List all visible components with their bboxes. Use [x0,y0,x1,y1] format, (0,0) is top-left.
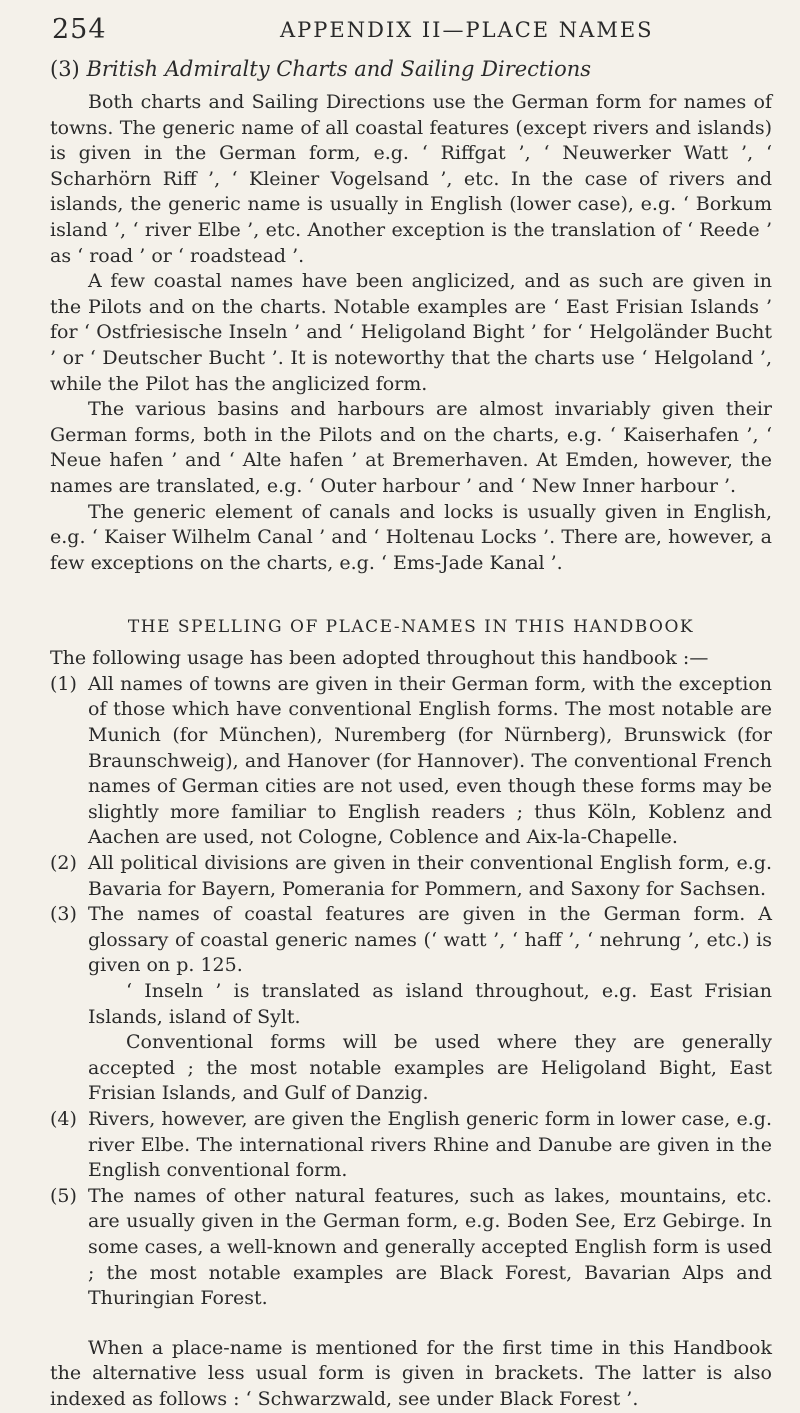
list-item-subparagraph: Conventional forms will be used where they are generally accepted ; the most notable examples are Heligoland Bight, East Frisian Islands, and Gulf of Danzig. [88,1031,772,1105]
section-title: British Admiralty Charts and Sailing Directions [86,57,592,81]
list-marker: (5) [50,1184,77,1207]
closing-paragraph: When a place-name is mentioned for the first time in this Handbook the alternative less usual form is given in brackets. The latter is also indexed as follows : ‘ Schwarzwald, see under Black Forest ’. [50,1336,772,1410]
list-marker: (3) [50,903,77,926]
running-head: APPENDIX II—PLACE NAMES [280,18,654,42]
list-item [50,1107,772,1184]
list-item [50,851,772,902]
list-marker: (2) [50,852,77,875]
section-heading [50,54,772,84]
paragraph: The generic element of canals and locks is usually given in English, e.g. ‘ Kaiser Wilhelm Canal ’ and ‘ Holtenau Locks ’. There are, however, a few exceptions on the charts, e.g. ‘ Ems-Jade Kanal ’. [50,500,772,574]
list-item-text: The names of other natural features, such as lakes, mountains, etc. are usually given in the German form, e.g. Boden See, Erz Gebirge. In some cases, a well-known and generally accepted English form is used ; the most notable examples are Black Forest, Bavarian Alps and Thuringian Forest. [88,1184,772,1310]
list-item [50,672,772,851]
subheading: THE SPELLING OF PLACE-NAMES IN THIS HANDBOOK [127,617,695,638]
page-header [50,8,772,54]
list-item-text: Rivers, however, are given the English generic form in lower case, e.g. river Elbe. The international rivers Rhine and Danube are given in the English conventional form. [88,1107,772,1182]
list-item-text: All names of towns are given in their German form, with the exception of those which have conventional English forms. The most notable are Munich (for München), Nuremberg (for Nürnberg), Brunswick (for Braunschweig), and Hanover (for Hannover). The conventional French names of German cities are not used, even though these forms may be slightly more familiar to English readers ; thus Köln, Koblenz and Aachen are used, not Cologne, Coblence and Aix-la-Chapelle. [88,672,772,849]
list-item [50,1184,772,1312]
list-item-text: The names of coastal features are given in the German form. A glossary of coastal generic names (‘ watt ’, ‘ haff ’, ‘ nehrung ’, etc.) is given on p. 125. [88,903,772,977]
list-item-subparagraph: ‘ Inseln ’ is translated as island throughout, e.g. East Frisian Islands, island of Sylt. [88,980,772,1028]
list-item [50,902,772,1107]
page-number: 254 [52,14,107,45]
paragraph: A few coastal names have been anglicized, and as such are given in the Pilots and on the charts. Notable examples are ‘ East Frisian Islands ’ for ‘ Ostfriesische Inseln ’ and ‘ Heligoland Bight ’ for ‘ Helgoländer Bucht ’ or ‘ Deutscher Bucht ’. It is noteworthy that the charts use ‘ Helgoland ’, while the Pilot has the anglicized form. [50,270,772,395]
intro-paragraph: The following usage has been adopted throughout this handbook :— [50,647,709,670]
list-item-text: All political divisions are given in their conventional English form, e.g. Bavaria for Bayern, Pomerania for Pommern, and Saxony for Sachsen. [88,852,772,900]
paragraph: The various basins and harbours are almost invariably given their German forms, both in the Pilots and on the charts, e.g. ‘ Kaiserhafen ’, ‘ Neue hafen ’ and ‘ Alte hafen ’ at Bremerhaven. At Emden, however, the names are translated, e.g. ‘ Outer harbour ’ and ‘ New Inner harbour ’. [50,398,772,497]
list-marker: (1) [50,672,77,695]
section-number: (3) [50,57,80,81]
list-marker: (4) [50,1107,77,1130]
paragraph: Both charts and Sailing Directions use the German form for names of towns. The generic name of all coastal features (except rivers and islands) is given in the German form, e.g. ‘ Riffgat ’, ‘ Neuwerker Watt ’, ‘ Scharhörn Riff ’, ‘ Kleiner Vogelsand ’, etc. In the case of rivers and islands, the generic name is usually in English (lower case), e.g. ‘ Borkum island ’, ‘ river Elbe ’, etc. Another exception is the translation of ‘ Reede ’ as ‘ road ’ or ‘ roadstead ’. [50,91,772,267]
